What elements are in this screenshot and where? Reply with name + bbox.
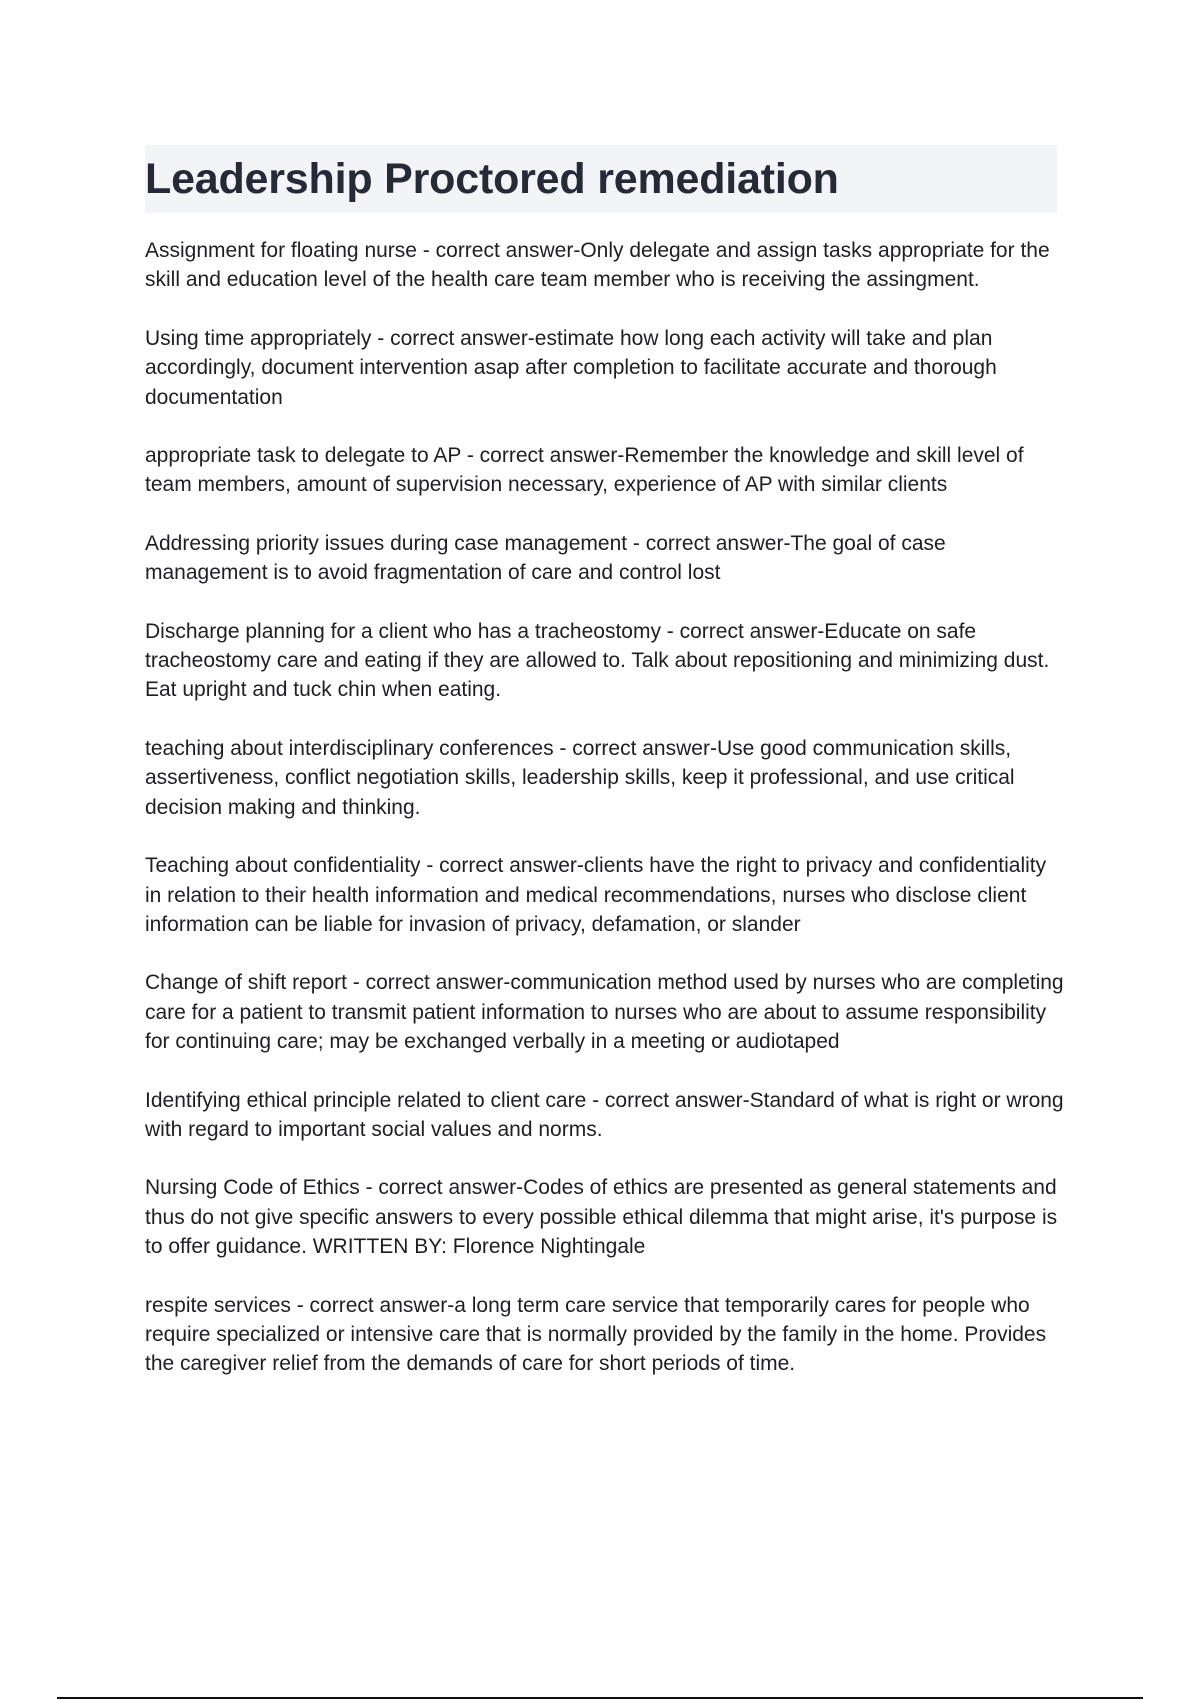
term-entry: Change of shift report - correct answer-communication method used by nurses who are completing care for a patient to transmit patient information to nurses who are about to assume responsibility for continuing care; may be exchanged verbally in a meeting or audiotaped	[145, 971, 1064, 1054]
term-list	[145, 236, 1065, 1408]
term-entry: respite services - correct answer-a long term care service that temporarily cares for people who require specialized or intensive care that is normally provided by the family in the home. Provides the caregiver relief from the demands of care for short periods of time.	[145, 1293, 1047, 1376]
page-bottom-divider	[57, 1697, 1143, 1699]
term-entry: Discharge planning for a client who has a tracheostomy - correct answer-Educate on safe tracheostomy care and eating if they are allowed to. Talk about repositioning and minimizing dust. Eat upright and tuck chin when eating.	[145, 619, 1050, 702]
term-entry: teaching about interdisciplinary conferences - correct answer-Use good communication skills, assertiveness, conflict negotiation skills, leadership skills, keep it professional, and use critical decision making and thinking.	[145, 736, 1015, 819]
term-entry: Assignment for floating nurse - correct answer-Only delegate and assign tasks appropriate for the skill and education level of the health care team member who is receiving the assingment.	[145, 239, 1050, 292]
title-banner	[145, 145, 1057, 213]
term-entry: Addressing priority issues during case management - correct answer-The goal of case management is to avoid fragmentation of care and control lost	[145, 531, 946, 585]
term-entry: Teaching about confidentiality - correct answer-clients have the right to privacy and confidentiality in relation to their health information and medical recommendations, nurses who disclose client information can be liable for invasion of privacy, defamation, or slander	[145, 854, 1047, 936]
term-entry: Nursing Code of Ethics - correct answer-Codes of ethics are presented as general statements and thus do not give specific answers to every possible ethical dilemma that might arise, it's purpose is to offer guidance. WRITTEN BY: Florence Nightingale	[145, 1176, 1058, 1259]
term-entry: Identifying ethical principle related to client care - correct answer-Standard of what is right or wrong with regard to important social values and norms.	[145, 1088, 1064, 1141]
page-title: Leadership Proctored remediation	[145, 155, 839, 203]
term-entry: appropriate task to delegate to AP - correct answer-Remember the knowledge and skill level of team members, amount of supervision necessary, experience of AP with similar clients	[145, 444, 1024, 497]
term-entry: Using time appropriately - correct answer-estimate how long each activity will take and plan accordingly, document intervention asap after completion to facilitate accurate and thorough documentation	[145, 326, 997, 409]
